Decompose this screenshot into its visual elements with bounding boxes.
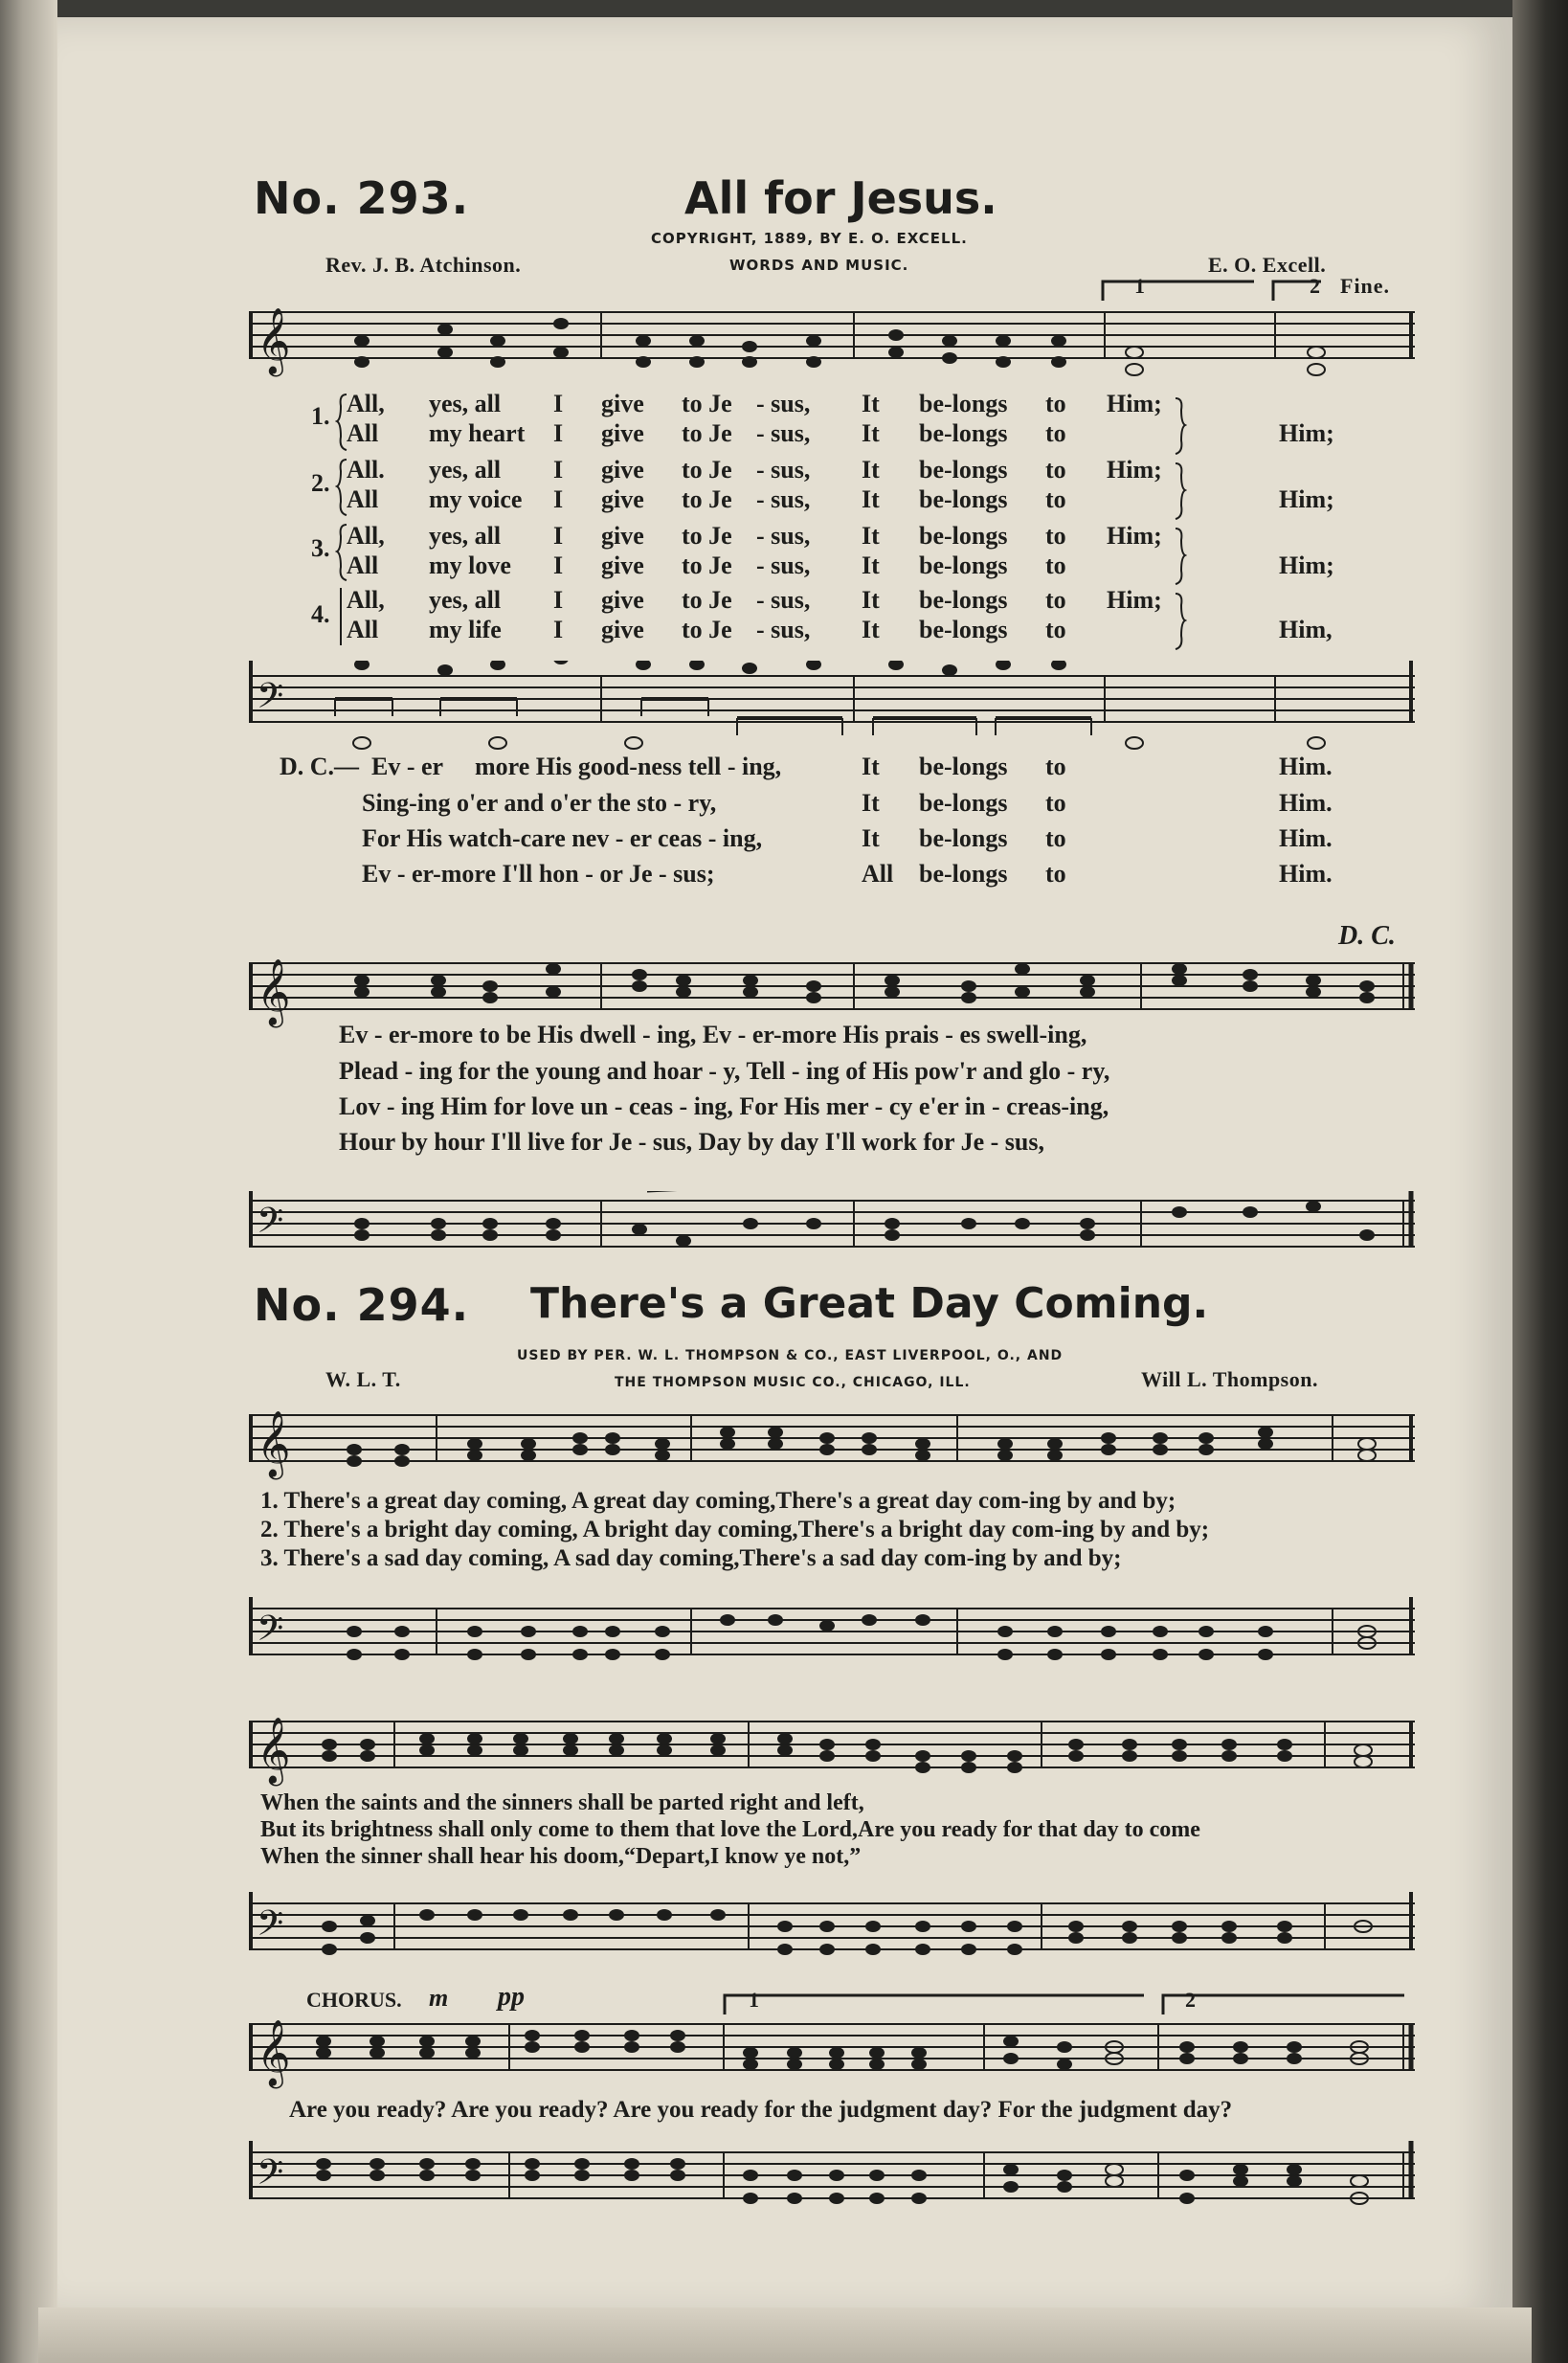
- syllable: my life: [429, 616, 502, 643]
- syllable: to: [1045, 789, 1066, 817]
- syllable: give: [601, 485, 644, 513]
- syllable: give: [601, 390, 644, 417]
- verse-4-line-b: [0, 616, 1568, 648]
- treble-staff-2: [249, 954, 1415, 1025]
- dc-line-4: [0, 860, 1568, 892]
- syllable: - sus,: [756, 551, 811, 579]
- verse-number: 3.: [311, 534, 330, 562]
- syllable: Him.: [1279, 824, 1333, 852]
- syllable: It: [862, 551, 880, 579]
- syllable: All: [347, 551, 379, 579]
- dc-line-1: [0, 753, 1568, 785]
- syllable: Him;: [1107, 522, 1162, 550]
- syllable: Sing-ing o'er and o'er the sto - ry,: [362, 789, 717, 817]
- bass-staff-1: [249, 661, 1415, 725]
- syllable: my love: [429, 551, 511, 579]
- verse-line-2: 2. There's a bright day coming, A bright day coming,There's a bright day com-ing by and by;: [260, 1517, 1210, 1542]
- syllable: to: [1045, 824, 1066, 852]
- treble-staff-1: [249, 303, 1415, 374]
- fine-mark: Fine.: [1340, 274, 1391, 298]
- syllable: All: [347, 616, 379, 643]
- chorus-ending-2-label: 2: [1185, 1988, 1196, 2012]
- treble-staff-3: [249, 1404, 1415, 1477]
- verse-line-1: 1. There's a great day coming, A great day coming,There's a great day com-ing by and by;: [260, 1488, 1176, 1514]
- syllable: Him.: [1279, 789, 1333, 817]
- verse-number: 1.: [311, 402, 330, 430]
- verse-3-line-b: [0, 551, 1568, 584]
- bass-staff-4: [249, 1892, 1415, 1953]
- verse-braces-left: [335, 391, 350, 649]
- verse-4-line-a: [0, 586, 1568, 619]
- syllable: to: [1045, 456, 1066, 484]
- refrain-line-4: Hour by hour I'll live for Je - sus, Day by day I'll work for Je - sus,: [339, 1128, 1044, 1156]
- syllable: Him;: [1107, 456, 1162, 484]
- syllable: yes, all: [429, 586, 502, 614]
- book-edge-left: [0, 0, 57, 2363]
- dc-mark: D. C.: [1338, 921, 1396, 951]
- syllable: be-longs: [919, 586, 1008, 614]
- second-part-line-2: But its brightness shall only come to them that love the Lord,Are you ready for that day to come: [260, 1817, 1200, 1842]
- dc-prefix: D. C.—: [280, 753, 360, 780]
- syllable: Him,: [1279, 616, 1333, 643]
- composer-credit: E. O. Excell.: [1208, 253, 1327, 277]
- author-credit: W. L. T.: [325, 1367, 401, 1391]
- hymn-title: All for Jesus.: [684, 172, 997, 224]
- dc-line-2: [0, 789, 1568, 821]
- syllable: to: [1045, 390, 1066, 417]
- verse-2-line-b: [0, 485, 1568, 518]
- permission-line-2: THE THOMPSON MUSIC CO., CHICAGO, ILL.: [615, 1375, 971, 1390]
- syllable: All,: [347, 390, 385, 417]
- syllable: yes, all: [429, 390, 502, 417]
- syllable: For His watch-care nev - er ceas - ing,: [362, 824, 763, 852]
- syllable: It: [862, 456, 880, 484]
- copyright-line: COPYRIGHT, 1889, BY E. O. EXCELL.: [651, 230, 968, 247]
- syllable: be-longs: [919, 390, 1008, 417]
- syllable: All,: [347, 522, 385, 550]
- svg-text:𝄢: 𝄢: [257, 1201, 284, 1249]
- author-credit: Rev. J. B. Atchinson.: [325, 253, 522, 277]
- chorus-ending-1-label: 1: [749, 1988, 759, 2012]
- second-part-line-1: When the saints and the sinners shall be parted right and left,: [260, 1790, 864, 1815]
- syllable: - sus,: [756, 586, 811, 614]
- syllable: It: [862, 789, 880, 817]
- permission-line-1: USED BY PER. W. L. THOMPSON & CO., EAST LIVERPOOL, O., AND: [517, 1348, 1064, 1363]
- bass-staff-2: [249, 1191, 1415, 1252]
- hymn-title: There's a Great Day Coming.: [530, 1279, 1209, 1328]
- verse-1-line-b: [0, 419, 1568, 452]
- syllable: more His good-ness tell - ing,: [475, 753, 782, 780]
- syllable: be-longs: [919, 522, 1008, 550]
- syllable: - sus,: [756, 522, 811, 550]
- syllable: All: [347, 485, 379, 513]
- syllable: to: [1045, 616, 1066, 643]
- syllable: Him.: [1279, 860, 1333, 888]
- syllable: It: [862, 419, 880, 447]
- hymn-294-header: [57, 1279, 1512, 1346]
- syllable: I: [553, 456, 564, 484]
- syllable: All.: [347, 456, 385, 484]
- hymn-number: No. 294.: [254, 1279, 470, 1331]
- syllable: - sus,: [756, 456, 811, 484]
- composer-credit: Will L. Thompson.: [1141, 1367, 1318, 1391]
- svg-text:𝄢: 𝄢: [257, 1903, 284, 1952]
- syllable: be-longs: [919, 551, 1008, 579]
- book-edge-bottom: [38, 2307, 1532, 2363]
- syllable: be-longs: [919, 419, 1008, 447]
- syllable: I: [553, 586, 564, 614]
- svg-text:𝄢: 𝄢: [257, 676, 284, 725]
- svg-text:𝄞: 𝄞: [257, 958, 291, 1025]
- syllable: It: [862, 522, 880, 550]
- book-gutter-right: [1512, 0, 1568, 2363]
- syllable: I: [553, 485, 564, 513]
- verse-number: 4.: [311, 600, 330, 628]
- syllable: yes, all: [429, 522, 502, 550]
- syllable: Ev - er: [371, 753, 444, 780]
- syllable: I: [553, 522, 564, 550]
- syllable: It: [862, 485, 880, 513]
- syllable: be-longs: [919, 456, 1008, 484]
- syllable: to Je: [682, 456, 732, 484]
- syllable: Him;: [1279, 485, 1334, 513]
- syllable: be-longs: [919, 753, 1008, 780]
- syllable: to: [1045, 753, 1066, 780]
- verse-2-line-a: [0, 456, 1568, 488]
- syllable: to Je: [682, 390, 732, 417]
- words-music-line: WORDS AND MUSIC.: [729, 257, 909, 274]
- syllable: Him.: [1279, 753, 1333, 780]
- syllable: to: [1045, 586, 1066, 614]
- verse-number: 2.: [311, 469, 330, 497]
- syllable: to Je: [682, 586, 732, 614]
- syllable: I: [553, 419, 564, 447]
- syllable: be-longs: [919, 789, 1008, 817]
- treble-staff-4: [249, 1710, 1415, 1784]
- treble-staff-chorus: [249, 2013, 1415, 2086]
- syllable: be-longs: [919, 824, 1008, 852]
- syllable: to Je: [682, 522, 732, 550]
- syllable: It: [862, 824, 880, 852]
- syllable: Him;: [1107, 390, 1162, 417]
- syllable: give: [601, 586, 644, 614]
- chorus-label: CHORUS.: [306, 1988, 402, 2012]
- syllable: be-longs: [919, 616, 1008, 643]
- bass-staff-3: [249, 1597, 1415, 1658]
- svg-text:𝄞: 𝄞: [257, 1410, 291, 1477]
- syllable: give: [601, 616, 644, 643]
- second-part-line-3: When the sinner shall hear his doom,“Depart,I know ye not,”: [260, 1844, 862, 1869]
- verse-braces-right: [1172, 394, 1187, 653]
- verse-line-3: 3. There's a sad day coming, A sad day coming,There's a sad day com-ing by and by;: [260, 1545, 1122, 1571]
- syllable: I: [553, 616, 564, 643]
- verse-1-line-a: [0, 390, 1568, 422]
- syllable: Ev - er-more I'll hon - or Je - sus;: [362, 860, 715, 888]
- syllable: be-longs: [919, 860, 1008, 888]
- syllable: Him;: [1279, 419, 1334, 447]
- syllable: to Je: [682, 551, 732, 579]
- svg-text:𝄢: 𝄢: [257, 2152, 284, 2201]
- ending-2-label: 2: [1310, 274, 1320, 298]
- syllable: give: [601, 522, 644, 550]
- syllable: It: [862, 586, 880, 614]
- syllable: - sus,: [756, 390, 811, 417]
- refrain-line-1: Ev - er-more to be His dwell - ing, Ev - er-more His prais - es swell-ing,: [339, 1021, 1087, 1048]
- syllable: It: [862, 753, 880, 780]
- syllable: to Je: [682, 616, 732, 643]
- syllable: be-longs: [919, 485, 1008, 513]
- syllable: to Je: [682, 419, 732, 447]
- syllable: my heart: [429, 419, 526, 447]
- syllable: to: [1045, 860, 1066, 888]
- syllable: give: [601, 456, 644, 484]
- syllable: All,: [347, 586, 385, 614]
- syllable: All: [347, 419, 379, 447]
- verse-3-line-a: [0, 522, 1568, 554]
- svg-text:𝄞: 𝄞: [257, 2019, 291, 2086]
- bass-staff-chorus: [249, 2141, 1415, 2202]
- syllable: give: [601, 419, 644, 447]
- syllable: give: [601, 551, 644, 579]
- syllable: All: [862, 860, 894, 888]
- syllable: It: [862, 616, 880, 643]
- svg-text:𝄞: 𝄞: [257, 1717, 291, 1784]
- syllable: my voice: [429, 485, 523, 513]
- dynamic-pianissimo: pp: [498, 1982, 525, 2012]
- hymn-number: No. 293.: [254, 172, 470, 224]
- dc-line-3: [0, 824, 1568, 857]
- syllable: yes, all: [429, 456, 502, 484]
- ending-1-label: 1: [1134, 274, 1145, 298]
- syllable: - sus,: [756, 419, 811, 447]
- syllable: to: [1045, 551, 1066, 579]
- syllable: to: [1045, 485, 1066, 513]
- chorus-lyric-line: Are you ready? Are you ready? Are you ready for the judgment day? For the judgment day?: [289, 2097, 1233, 2123]
- syllable: - sus,: [756, 616, 811, 643]
- syllable: to: [1045, 419, 1066, 447]
- dynamic-mezzo: m: [429, 1984, 449, 2012]
- svg-text:𝄞: 𝄞: [257, 307, 291, 374]
- syllable: to Je: [682, 485, 732, 513]
- syllable: - sus,: [756, 485, 811, 513]
- syllable: I: [553, 390, 564, 417]
- refrain-line-2: Plead - ing for the young and hoar - y, Tell - ing of His pow'r and glo - ry,: [339, 1057, 1110, 1085]
- refrain-line-3: Lov - ing Him for love un - ceas - ing, For His mer - cy e'er in - creas-ing,: [339, 1092, 1109, 1120]
- syllable: to: [1045, 522, 1066, 550]
- syllable: Him;: [1107, 586, 1162, 614]
- syllable: It: [862, 390, 880, 417]
- svg-text:𝄢: 𝄢: [257, 1609, 284, 1657]
- syllable: Him;: [1279, 551, 1334, 579]
- syllable: I: [553, 551, 564, 579]
